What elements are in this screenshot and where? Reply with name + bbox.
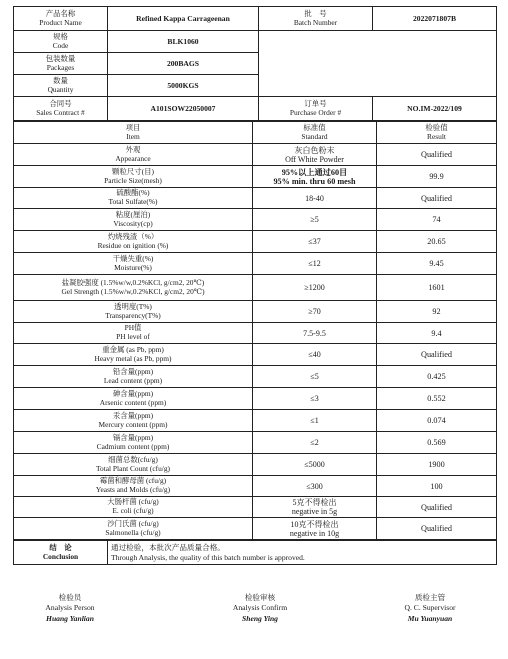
blank-area xyxy=(259,31,497,97)
standard-cell: ≤300 xyxy=(253,476,377,497)
standard-cell: ≥1200 xyxy=(253,275,377,301)
standard-cell: ≤5 xyxy=(253,366,377,388)
item-header: 项目 Item xyxy=(14,122,253,144)
standard-cell: ≤1 xyxy=(253,410,377,432)
ecoli-label: 大肠杆菌 (cfu/g) E. coli (cfu/g) xyxy=(14,497,253,518)
contract-value: A101SOW22050007 xyxy=(108,97,259,121)
table-row xyxy=(14,231,497,253)
item-cell: 汞含量(ppm) Mercury content (ppm) xyxy=(14,410,253,432)
item-cell: 铅含量(ppm) Lead content (ppm) xyxy=(14,366,253,388)
item-cell: 灼烧残渣（%） Residue on ignition (%) xyxy=(14,231,253,253)
table-row xyxy=(14,301,497,323)
item-cell: PH值 PH level of xyxy=(14,323,253,344)
table-row xyxy=(14,454,497,476)
item-cell: 霉菌和酵母菌 (cfu/g) Yeasts and Molds (cfu/g) xyxy=(14,476,253,497)
table-row xyxy=(14,432,497,454)
result-header: 检验值 Result xyxy=(377,122,497,144)
result-cell: 74 xyxy=(377,209,497,231)
table-row xyxy=(14,253,497,275)
po-value: NO.IM-2022/109 xyxy=(373,97,497,121)
standard-header: 标准值 Standard xyxy=(253,122,377,144)
conclusion-text: 通过检验，本批次产品质量合格。 Through Analysis, the quality of this batch number is approved. xyxy=(108,541,497,565)
analysis-person: 检验员 Analysis Person Huang Yanlian xyxy=(15,593,125,624)
results-table xyxy=(13,121,497,540)
standard-cell: ≤12 xyxy=(253,253,377,275)
certificate-of-analysis xyxy=(13,6,496,565)
table-row xyxy=(14,388,497,410)
item-cell: 硫酸酯(%) Total Sulfate(%) xyxy=(14,188,253,209)
result-cell: 0.552 xyxy=(377,388,497,410)
result-cell: 92 xyxy=(377,301,497,323)
quantity-label: 数量 Quantity xyxy=(14,75,108,97)
table-row xyxy=(14,366,497,388)
batch-label: 批 号 Batch Number xyxy=(259,7,373,31)
standard-cell: ≤37 xyxy=(253,231,377,253)
result-cell: 20.65 xyxy=(377,231,497,253)
result-cell: 1900 xyxy=(377,454,497,476)
salmonella-standard: 10克不得检出 negative in 10g xyxy=(253,518,377,540)
salmonella-row xyxy=(14,518,497,540)
salmonella-label: 沙门氏菌 (cfu/g) Salmonella (cfu/g) xyxy=(14,518,253,540)
table-row xyxy=(14,188,497,209)
standard-cell: 7.5-9.5 xyxy=(253,323,377,344)
analysis-confirm-name: Sheng Ying xyxy=(242,614,278,623)
contract-label: 合同号 Sales Contract # xyxy=(14,97,108,121)
qc-supervisor: 质检主管 Q. C. Supervisor Mu Yuanyuan xyxy=(375,593,485,624)
table-row xyxy=(14,209,497,231)
item-cell: 干燥失重(%) Moisture(%) xyxy=(14,253,253,275)
standard-cell: ≤5000 xyxy=(253,454,377,476)
conclusion-label: 结 论 Conclusion xyxy=(14,541,108,565)
ecoli-result: Qualified xyxy=(377,497,497,518)
standard-cell: ≥5 xyxy=(253,209,377,231)
table-row xyxy=(14,344,497,366)
table-row xyxy=(14,476,497,497)
standard-cell: ≤2 xyxy=(253,432,377,454)
standard-cell: ≤3 xyxy=(253,388,377,410)
result-cell: 1601 xyxy=(377,275,497,301)
result-cell: 0.425 xyxy=(377,366,497,388)
signature-area xyxy=(13,593,496,653)
table-row xyxy=(14,410,497,432)
item-cell: 外观 Appearance xyxy=(14,144,253,166)
item-cell: 颗粒尺寸(目) Particle Size(mesh) xyxy=(14,166,253,188)
item-cell: 重金属 (as Pb, ppm) Heavy metal (as Pb, ppm) xyxy=(14,344,253,366)
product-name-label: 产品名称 Product Name xyxy=(14,7,108,31)
table-row xyxy=(14,144,497,166)
ecoli-standard: 5克不得检出 negative in 5g xyxy=(253,497,377,518)
product-name-value: Refined Kappa Carrageenan xyxy=(108,7,259,31)
item-cell: 细菌总数(cfu/g) Total Plant Count (cfu/g) xyxy=(14,454,253,476)
packages-label: 包装数量 Packages xyxy=(14,53,108,75)
standard-cell: 95%以上通过60目 95% min. thru 60 mesh xyxy=(253,166,377,188)
result-cell: Qualified xyxy=(377,144,497,166)
result-cell: 9.4 xyxy=(377,323,497,344)
item-cell: 透明度(T%) Transparency(T%) xyxy=(14,301,253,323)
standard-cell: ≤40 xyxy=(253,344,377,366)
salmonella-result: Qualified xyxy=(377,518,497,540)
result-cell: 9.45 xyxy=(377,253,497,275)
code-value: BLK1060 xyxy=(108,31,259,53)
result-cell: 0.569 xyxy=(377,432,497,454)
qc-supervisor-name: Mu Yuanyuan xyxy=(407,614,453,623)
po-label: 订单号 Purchase Order # xyxy=(259,97,373,121)
item-cell: 盐凝胶强度 (1.5%w/w,0.2%KCl, g/cm2, 20℃) Gel Strength (1.5%w/w,0.2%KCl, g/cm2, 20℃) xyxy=(14,275,253,301)
ecoli-row xyxy=(14,497,497,518)
batch-value: 2022071807B xyxy=(373,7,497,31)
conclusion-table xyxy=(13,540,497,565)
table-row xyxy=(14,166,497,188)
standard-cell: 18-40 xyxy=(253,188,377,209)
analysis-confirm: 检验审核 Analysis Confirm Sheng Ying xyxy=(205,593,315,624)
code-label: 规格 Code xyxy=(14,31,108,53)
standard-cell: 灰白色粉末 Off White Powder xyxy=(253,144,377,166)
column-header-row xyxy=(14,122,497,144)
header-table xyxy=(13,6,497,121)
item-cell: 粘度(厘泊) Viscosity(cp) xyxy=(14,209,253,231)
item-cell: 镉含量(ppm) Cadmium content (ppm) xyxy=(14,432,253,454)
result-cell: Qualified xyxy=(377,344,497,366)
standard-cell: ≥70 xyxy=(253,301,377,323)
packages-value: 200BAGS xyxy=(108,53,259,75)
table-row xyxy=(14,275,497,301)
result-cell: 100 xyxy=(377,476,497,497)
quantity-value: 5000KGS xyxy=(108,75,259,97)
item-cell: 砷含量(ppm) Arsenic content (ppm) xyxy=(14,388,253,410)
analysis-person-name: Huang Yanlian xyxy=(46,614,94,623)
result-cell: 99.9 xyxy=(377,166,497,188)
result-cell: 0.074 xyxy=(377,410,497,432)
table-row xyxy=(14,323,497,344)
result-cell: Qualified xyxy=(377,188,497,209)
